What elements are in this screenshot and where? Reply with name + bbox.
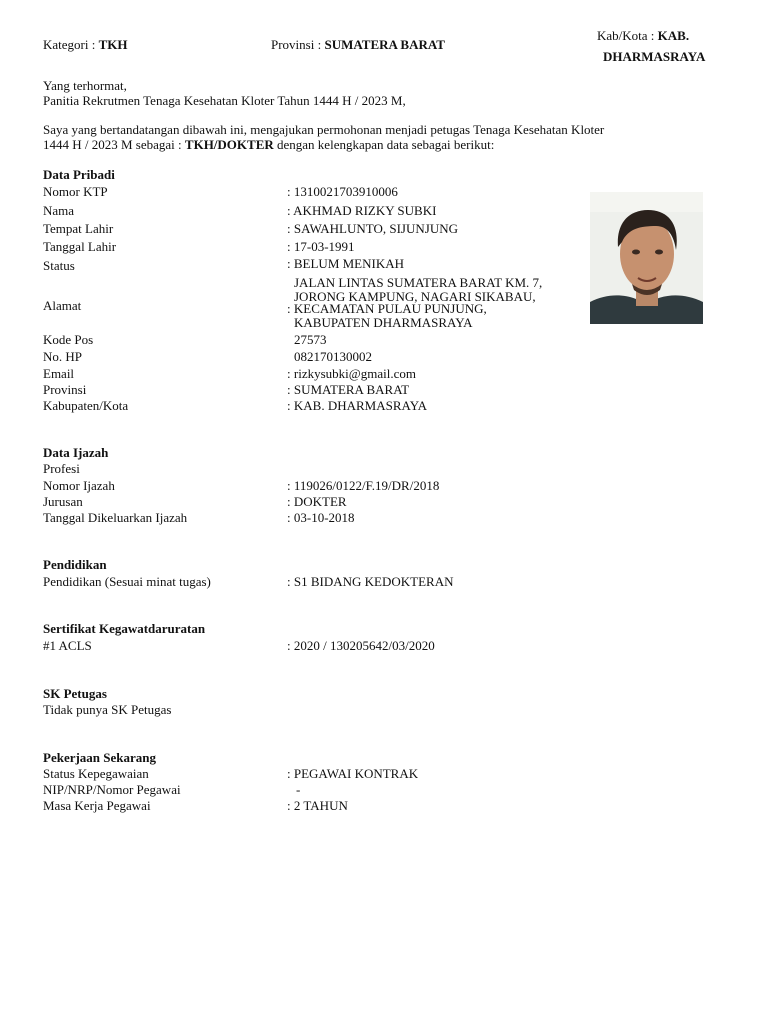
kategori-label: Kategori :: [43, 37, 99, 52]
kabkota-value-2-line: [603, 49, 705, 65]
label-kabupaten: Kabupaten/Kota: [43, 398, 129, 413]
colon: :: [287, 510, 291, 525]
label-provinsi: Provinsi: [43, 382, 87, 397]
colon: :: [287, 256, 291, 271]
label-no-hp: No. HP: [43, 349, 83, 364]
colon: :: [287, 478, 291, 493]
colon: :: [287, 203, 291, 218]
value-tempat-lahir: [287, 221, 458, 237]
value-status: [287, 256, 404, 272]
label-tempat-lahir: Tempat Lahir: [43, 221, 114, 236]
colon: :: [287, 494, 291, 509]
section-title-sertifikat: Sertifikat Kegawatdaruratan: [43, 621, 206, 636]
sk-petugas-text: Tidak punya SK Petugas: [43, 702, 172, 717]
provinsi-text: SUMATERA BARAT: [293, 382, 410, 397]
label-nama: Nama: [43, 203, 75, 218]
colon: :: [287, 766, 291, 781]
colon: :: [287, 221, 291, 236]
status-text: BELUM MENIKAH: [293, 256, 405, 271]
colon: :: [287, 574, 291, 589]
intro-line2-prefix: 1444 H / 2023 M sebagai :: [43, 137, 185, 152]
salutation-line1: Yang terhormat,: [43, 78, 127, 93]
value-acls: [287, 638, 435, 654]
colon: :: [287, 798, 291, 813]
tempat-lahir-text: SAWAHLUNTO, SIJUNJUNG: [293, 221, 458, 236]
section-title-data-pribadi: Data Pribadi: [43, 167, 115, 182]
alamat-line4: KABUPATEN DHARMASRAYA: [294, 315, 473, 330]
profile-photo: [590, 192, 703, 324]
nama-text: AKHMAD RIZKY SUBKI: [293, 203, 437, 218]
label-pendidikan: Pendidikan (Sesuai minat tugas): [43, 574, 211, 589]
value-nama: [287, 203, 436, 219]
nomor-ijazah-text: 119026/0122/F.19/DR/2018: [293, 478, 440, 493]
provinsi-label: Provinsi :: [271, 37, 325, 52]
kabkota-value-1: KAB.: [657, 28, 690, 43]
label-status: Status: [43, 258, 75, 273]
colon: :: [287, 366, 291, 381]
email-text: rizkysubki@gmail.com: [293, 366, 416, 381]
nomor-ktp-text: 1310021703910006: [293, 184, 398, 199]
kabupaten-text: KAB. DHARMASRAYA: [293, 398, 428, 413]
section-title-pendidikan: Pendidikan: [43, 557, 107, 572]
kabkota-label: Kab/Kota :: [597, 28, 658, 43]
provinsi-field: [271, 37, 445, 53]
jurusan-text: DOKTER: [293, 494, 347, 509]
label-jurusan: Jurusan: [43, 494, 83, 509]
tanggal-ijazah-text: 03-10-2018: [293, 510, 355, 525]
label-email: Email: [43, 366, 75, 381]
value-nomor-ktp: [287, 184, 398, 200]
label-tanggal-ijazah: Tanggal Dikeluarkan Ijazah: [43, 510, 188, 525]
colon: :: [287, 301, 291, 316]
value-pendidikan: [287, 574, 453, 590]
value-kode-pos: 27573: [294, 332, 327, 347]
value-provinsi: [287, 382, 409, 398]
value-masa-kerja: [287, 798, 348, 814]
kabkota-field: [597, 28, 689, 44]
colon: :: [287, 398, 291, 413]
section-title-data-ijazah: Data Ijazah: [43, 445, 109, 460]
label-nip: NIP/NRP/Nomor Pegawai: [43, 782, 181, 797]
masa-kerja-text: 2 TAHUN: [293, 798, 348, 813]
colon: :: [287, 184, 291, 199]
value-status-kepegawaian: [287, 766, 418, 782]
alamat-line2: JORONG KAMPUNG, NAGARI SIKABAU,: [294, 289, 536, 304]
pendidikan-text: S1 BIDANG KEDOKTERAN: [293, 574, 454, 589]
intro-line2: [43, 137, 494, 153]
status-kepegawaian-text: PEGAWAI KONTRAK: [293, 766, 419, 781]
label-status-kepegawaian: Status Kepegawaian: [43, 766, 149, 781]
label-nomor-ktp: Nomor KTP: [43, 184, 108, 199]
label-nomor-ijazah: Nomor Ijazah: [43, 478, 115, 493]
value-tanggal-ijazah: [287, 510, 355, 526]
value-nomor-ijazah: [287, 478, 439, 494]
label-profesi: Profesi: [43, 461, 80, 476]
alamat-line3-text: KECAMATAN PULAU PUNJUNG,: [293, 301, 487, 316]
value-nip: -: [296, 782, 301, 797]
acls-text: 2020 / 130205642/03/2020: [293, 638, 435, 653]
value-no-hp: 082170130002: [294, 349, 372, 364]
profile-photo-image: [590, 192, 703, 324]
value-email: [287, 366, 416, 382]
kategori-value: TKH: [98, 37, 128, 52]
alamat-line1: JALAN LINTAS SUMATERA BARAT KM. 7,: [294, 275, 543, 290]
label-masa-kerja: Masa Kerja Pegawai: [43, 798, 151, 813]
value-tanggal-lahir: [287, 239, 355, 255]
label-tanggal-lahir: Tanggal Lahir: [43, 239, 117, 254]
kabkota-value-2: DHARMASRAYA: [603, 49, 706, 64]
section-title-sk-petugas: SK Petugas: [43, 686, 107, 701]
colon: :: [287, 239, 291, 254]
salutation-line2: Panitia Rekrutmen Tenaga Kesehatan Kloter Tahun 1444 H / 2023 M,: [43, 93, 406, 108]
value-jurusan: [287, 494, 347, 510]
colon: :: [287, 382, 291, 397]
value-kabupaten: [287, 398, 427, 414]
intro-role: TKH/DOKTER: [184, 137, 274, 152]
tanggal-lahir-text: 17-03-1991: [293, 239, 355, 254]
label-alamat: Alamat: [43, 298, 82, 313]
kategori-field: [43, 37, 128, 53]
label-acls: #1 ACLS: [43, 638, 92, 653]
intro-line2-suffix: dengan kelengkapan data sebagai berikut:: [273, 137, 495, 152]
section-title-pekerjaan: Pekerjaan Sekarang: [43, 750, 157, 765]
colon: :: [287, 638, 291, 653]
intro-line1: Saya yang bertandatangan dibawah ini, mengajukan permohonan menjadi petugas Tenaga Kesehatan Kloter: [43, 122, 605, 137]
provinsi-value: SUMATERA BARAT: [324, 37, 445, 52]
label-kode-pos: Kode Pos: [43, 332, 94, 347]
